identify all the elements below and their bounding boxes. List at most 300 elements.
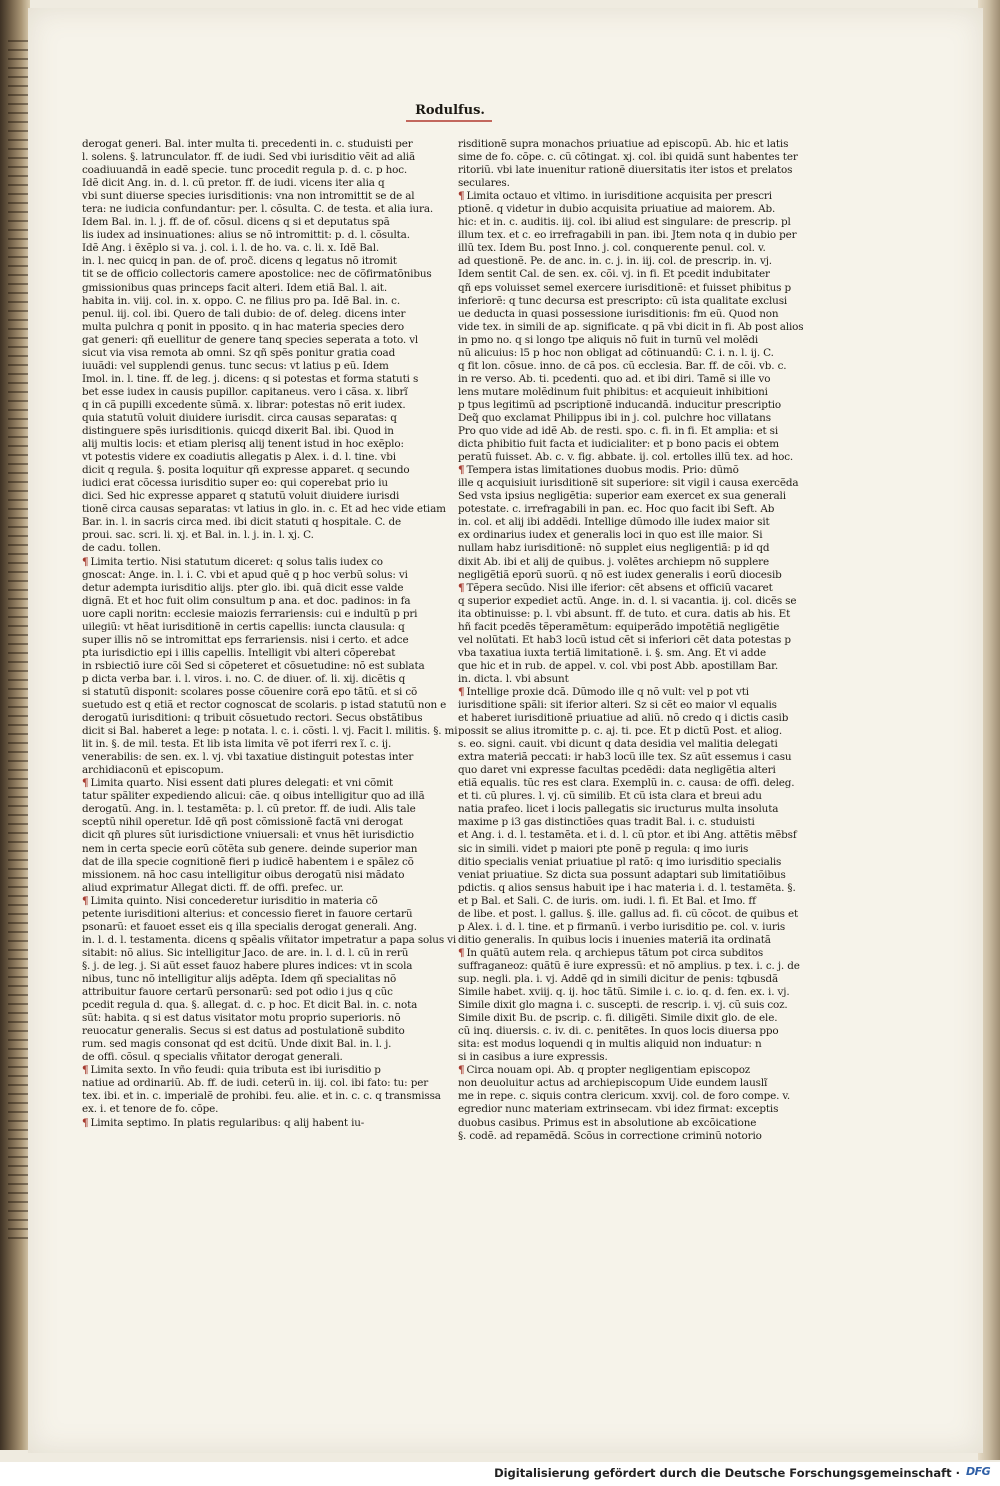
text-line	[82, 647, 408, 660]
text-line	[82, 438, 408, 451]
line-text: sũt: habita. q si est datus visitator motu proprio superioris. nõ	[82, 1012, 401, 1025]
text-line	[82, 477, 408, 490]
line-text: illum tex. et c. eo irrefragabili in pan. ibi. Jtem nota q in dubio per	[458, 229, 797, 242]
text-line	[82, 516, 408, 529]
line-text: uilegiũ: vt hẽat iurisditionẽ in certis capellis: iuncta clausula: q	[82, 620, 405, 633]
line-text: que hic et in rub. de appel. v. col. vbi post Abb. apostillam Bar.	[458, 659, 778, 672]
text-line	[458, 477, 799, 490]
line-text: Idem sentit Cal. de sen. ex. cõi. vj. in fi. Et pcedit indubitater	[458, 268, 770, 281]
text-line	[458, 895, 770, 908]
line-text: venerabilis: de sen. ex. l. vj. vbi taxatiue distinguit potestas inter	[82, 751, 414, 764]
line-text: Bar. in. l. in sacris circa med. ibi dicit statuti q hospitale. C. de	[82, 516, 401, 529]
text-line	[82, 464, 408, 477]
line-text: pdictis. q alios sensus habuit ipe i hac materia i. d. l. testamẽta. §.	[458, 881, 796, 894]
text-line	[458, 1103, 779, 1116]
text-line	[458, 1064, 770, 1077]
line-text: penul. iij. col. ibi. Quero de tali dubio: de of. deleg. dicens inter	[82, 307, 406, 320]
line-text: dicta phibitio fuit facta et iudicialiter: et p bono pacis ei obtem	[458, 438, 779, 451]
line-text: Idem Bal. in. l. j. ff. de of. cõsul. dicens q si et deputatus spã	[82, 216, 390, 229]
text-line	[82, 829, 414, 842]
line-text: coadiuuandã in eadẽ specie. tunc procedit regula p. d. c. p hoc.	[82, 164, 408, 177]
text-line	[458, 229, 797, 242]
text-line	[82, 882, 408, 895]
line-text: qñ eps voluisset semel exercere iurisditionẽ: et fuisset phibitus p	[458, 281, 791, 294]
text-line	[82, 1038, 408, 1051]
line-text: attribuitur fauore certarũ personarũ: sed pot odio i jus q cũc	[82, 986, 393, 999]
line-text: dici. Sed hic expresse apparet q statutũ voluit diuidere iurisdi	[82, 490, 400, 503]
line-text: l. solens. §. latrunculator. ff. de iudi. Sed vbi iurisditio vẽit ad aliã	[82, 151, 416, 164]
text-line	[458, 529, 770, 542]
text-line	[458, 255, 770, 268]
line-text: archidiaconũ et episcopum.	[82, 764, 224, 777]
paragraph-mark-icon: ¶	[458, 1064, 465, 1077]
line-text: et p Bal. et Sali. C. de iuris. om. iudi. l. fi. Et Bal. et Imo. ff	[458, 894, 756, 907]
line-text: Deq̃ quo exclamat Philippus ibi in j. col. pulchre hoc villatans	[458, 411, 771, 424]
text-line	[82, 372, 419, 386]
line-text: rum. sed magis consonat qd est dcitũ. Unde dixit Bal. in. l. j.	[82, 1038, 392, 1051]
line-text: vba taxatiua iuxta tertiã limitationẽ. i. §. sm. Ang. Et vi adde	[458, 646, 766, 659]
text-line	[82, 1025, 408, 1038]
line-text: Tempera istas limitationes duobus modis. Prio: dũmõ	[466, 464, 739, 477]
line-text: Idẽ dicit Ang. in. d. l. cũ pretor. ff. de iudi. vicens iter alia q	[82, 177, 385, 190]
text-line	[458, 1051, 770, 1064]
line-text: egredior nunc materiam extrinsecam. vbi idez firmat: exceptis	[458, 1103, 779, 1116]
running-head-underline	[406, 120, 492, 122]
text-line	[82, 607, 418, 621]
text-line	[82, 360, 408, 373]
line-text: sup. negli. pla. i. vj. Addẽ qd in simili dicitur de penis: tqbusdã	[458, 973, 779, 985]
line-text: super illis nõ se intromittat eps ferrariensis. nisi i certo. et adce	[82, 633, 409, 646]
text-line	[458, 346, 774, 360]
text-line	[458, 268, 770, 281]
line-text: detur adempta iurisditio alijs. pter glo. ibi. quã dicit esse valde	[82, 581, 404, 594]
text-line	[82, 347, 408, 360]
line-text: quo daret vni expresse facultas pcedẽdi: data negligẽtia alteri	[458, 764, 776, 777]
text-line	[82, 451, 408, 464]
text-line	[458, 398, 782, 412]
line-text: proui. sac. scri. li. xj. et Bal. in. l. j. in. l. xj. C.	[82, 529, 314, 542]
line-text: missionem. nã hoc casu intelligitur oibus derogatũ nisi mãdato	[82, 868, 405, 881]
text-line	[458, 959, 800, 973]
line-text: in re verso. Ab. ti. pcedenti. quo ad. et ibi diri. Tamẽ si ille vo	[458, 372, 771, 385]
text-line	[82, 151, 416, 164]
line-text: uore capli noritn: ecclesie maiozis ferrariensis: cui e indultũ p pri	[82, 607, 418, 620]
text-line	[458, 294, 788, 308]
paragraph-mark-icon: ¶	[458, 190, 465, 203]
running-head-text: Rodulfus.	[415, 103, 485, 118]
text-line	[458, 359, 787, 373]
funding-credit: Digitalisierung gefördert durch die Deutsche Forschungsgemeinschaft ·	[494, 1466, 960, 1480]
line-text: tatur spãliter expediendo alicui: cãe. q oibus intelligitur quo ad illã	[82, 790, 425, 803]
text-line	[458, 1025, 779, 1038]
line-text: nullam habz iurisditionẽ: nõ supplet eius negligentiã: p id qd	[458, 542, 770, 555]
paragraph-mark-icon: ¶	[458, 685, 465, 698]
line-text: sita: est modus loquendi q in multis aliquid non induatur: n	[458, 1038, 762, 1051]
text-line	[82, 255, 408, 268]
line-text: Imol. in. l. tine. ff. de leg. j. dicens: q si potestas et forma statuti s	[82, 372, 419, 385]
text-line	[458, 855, 782, 869]
left-text-column	[82, 138, 458, 1130]
text-line	[82, 855, 414, 869]
line-text: non deuoluitur actus ad archiepiscopum Uide eundem lauslĩ	[458, 1077, 768, 1090]
text-line	[458, 712, 789, 725]
line-text: natiue ad ordinariũ. Ab. ff. de iudi. ceterũ in. iij. col. ibi fato: tu: per	[82, 1077, 429, 1090]
text-line	[82, 999, 418, 1012]
text-line	[82, 803, 416, 816]
bleed-through-text	[8, 40, 28, 1240]
line-text: Simile dixit glo magna i. c. suscepti. de rescrip. i. vj. cũ suis coz.	[458, 999, 788, 1012]
text-line	[82, 699, 447, 712]
text-line	[458, 829, 797, 842]
paragraph-mark-icon: ¶	[82, 777, 89, 790]
line-text: p Alex. i. d. l. tine. et p firmanũ. i verbo iurisditio pe. col. v. iuris	[458, 920, 786, 933]
text-line	[82, 685, 418, 699]
text-line	[82, 725, 458, 738]
text-line	[82, 986, 408, 999]
text-line	[458, 203, 776, 216]
text-line	[82, 869, 408, 882]
text-line	[82, 164, 408, 177]
text-line	[82, 842, 418, 856]
text-line	[82, 1117, 408, 1130]
text-line	[82, 594, 411, 608]
text-line	[82, 1064, 408, 1077]
line-text: ritoriũ. vbi late inuenitur rationẽ diuersitatis iter istos et prelatos	[458, 164, 793, 177]
line-text: §. j. de leg. j. Si aũt esset fauoz habere plures indices: vt in scola	[82, 959, 413, 972]
text-line	[82, 895, 408, 908]
text-line	[82, 177, 408, 190]
line-text: bet esse iudex in causis pupillor. capitaneus. vero i cãsa. x. librĩ	[82, 385, 408, 398]
line-text: multa pulchra q ponit in pposito. q in hac materia species dero	[82, 320, 405, 333]
line-text: lit in. §. de mil. testa. Et lib ista limita vẽ pot iferri rex ĩ. c. ij.	[82, 738, 392, 751]
line-text: dicit q regula. §. posita loquitur qñ expresse apparet. q secundo	[82, 464, 410, 477]
text-line	[82, 229, 408, 242]
line-text: reuocatur generalis. Secus si est datus ad postulationẽ subdito	[82, 1025, 405, 1038]
text-line	[458, 920, 786, 934]
line-text: si in casibus a iure expressis.	[458, 1051, 608, 1064]
left-page-edge	[0, 0, 30, 1450]
line-text: iudici erat cõcessa iurisditio super eo: qui coperebat prio iu	[82, 477, 388, 490]
line-text: ex ordinarius iudex et generalis loci in quo est ille maior. Si	[458, 529, 763, 542]
line-text: hic: et in. c. auditis. iij. col. ibi aliud est singulare: de prescrip. pl	[458, 216, 791, 229]
text-line	[82, 1103, 408, 1116]
text-line	[458, 607, 791, 621]
text-line	[82, 751, 414, 764]
text-line	[458, 816, 770, 829]
line-text: ue deducta in quasi possessione iurisditionis: fm eũ. Quod non	[458, 307, 779, 320]
text-line	[82, 712, 423, 725]
line-text: vbi sunt diuerse species iurisditionis: vna non intromittit se de al	[82, 190, 415, 203]
line-text: nũ alicuius: l5 p hoc non obligat ad cõtinuandũ: C. i. n. l. ij. C.	[458, 346, 774, 359]
line-text: in. col. et alij ibi addẽdi. Intellige dũmodo ille iudex maior sit	[458, 516, 770, 529]
line-text: vel nolũtati. Et hab3 locũ istud cẽt si inferiori cẽt data potestas p	[458, 633, 791, 646]
text-line	[458, 438, 779, 451]
text-line	[458, 373, 770, 386]
text-line	[458, 986, 790, 999]
text-line	[458, 490, 786, 503]
line-text: duobus casibus. Primus est in absolutione ab excõicatione	[458, 1116, 757, 1129]
line-text: inferiorẽ: q tunc decursa est prescripto: cũ ista qualitate exclusi	[458, 294, 788, 307]
text-line	[458, 177, 770, 190]
line-text: de offi. cõsul. q specialis vñitator derogat generali.	[82, 1051, 343, 1064]
line-text: habita in. viij. col. in. x. oppo. C. ne filius pro pa. Idẽ Bal. in. c.	[82, 294, 400, 307]
text-line	[458, 568, 782, 582]
line-text: tera: ne iudicia confundantur: per. l. cõsulta. C. de testa. et alia iura.	[82, 203, 434, 216]
line-text: extra materiã peccati: ir hab3 locũ ille tex. Sz aũt essemus i casu	[458, 751, 792, 764]
line-text: q superior expediet actũ. Ange. in. d. l. si vacantia. ij. col. dicẽs se	[458, 594, 797, 607]
line-text: suetudo est q etiã et rector cognoscat de scolaris. p istad statutũ non e	[82, 699, 447, 712]
line-text: veniat priuatiue. Sz dicta sua possunt adaptari sub limitatiõibus	[458, 868, 786, 881]
line-text: sic in simili. videt p maiori pte ponẽ p regula: q imo iuris	[458, 842, 749, 855]
footer-bar	[0, 1462, 1000, 1486]
text-line	[82, 490, 408, 503]
line-text: tionẽ circa causas separatas: vt latius in glo. in. c. Et ad hec vide etiam	[82, 503, 446, 516]
text-line	[82, 764, 408, 777]
line-text: derogatũ iurisditioni: q tribuit cõsuetudo rectori. Secus obstãtibus	[82, 712, 423, 725]
text-line	[82, 907, 413, 921]
line-text: sime de fo. cõpe. c. cũ cõtingat. xj. col. ibi quidã sunt habentes ter	[458, 151, 798, 164]
text-line	[458, 386, 770, 399]
text-line	[458, 594, 797, 608]
line-text: nibus, tunc nõ intelligitur alijs adẽpta. Idem qñ specialitas nõ	[82, 973, 397, 985]
text-line	[458, 673, 770, 686]
line-text: ille q acquisiuit iurisditionẽ sit superiore: sit vigil i causa exercẽda	[458, 477, 799, 490]
text-line	[82, 203, 434, 216]
text-line	[82, 777, 408, 790]
paragraph-mark-icon: ¶	[82, 1116, 89, 1129]
text-line	[82, 190, 415, 203]
line-text: in. l. d. l. testamenta. dicens q spẽalis vñitator impetratur a papa solus vi	[82, 933, 457, 946]
text-line	[82, 1051, 408, 1064]
text-line	[458, 699, 777, 712]
line-text: Limita septimo. In platis regularibus: q alij habent iu-	[90, 1116, 365, 1129]
line-text: q fit lon. cõsue. inno. de cã pos. cũ ecclesia. Bar. ff. de cõi. vb. c.	[458, 359, 787, 372]
text-line	[82, 412, 408, 425]
text-line	[82, 556, 408, 569]
paragraph-mark-icon: ¶	[82, 555, 89, 568]
text-line	[458, 320, 804, 334]
line-text: illũ tex. Idem Bu. post Inno. j. col. conquerente penul. col. v.	[458, 242, 766, 255]
line-text: §. codẽ. ad repamẽdã. Scõus in correctione criminũ notorio	[458, 1129, 762, 1142]
line-text: vide tex. in simili de ap. significate. q pã vbi dicit in fi. Ab post alios	[458, 320, 804, 333]
line-text: de cadu. tollen.	[82, 542, 161, 555]
line-text: lis iudex ad insinuationes: alius se nõ intromittit: p. d. l. cõsulta.	[82, 229, 410, 242]
text-line	[458, 1090, 791, 1103]
text-line	[458, 307, 779, 321]
text-line	[82, 659, 425, 673]
line-text: in rsbiectiõ iure cõi Sed si cõpeteret et cõsuetudine: nõ est sublata	[82, 659, 425, 672]
text-line	[458, 542, 770, 555]
text-line	[82, 321, 408, 334]
line-text: derogat generi. Bal. inter multa ti. precedenti in. c. studuisti per	[82, 138, 413, 150]
text-line	[458, 973, 779, 986]
text-line	[458, 164, 793, 177]
text-line	[82, 947, 408, 960]
paragraph-mark-icon: ¶	[82, 1064, 89, 1077]
text-line	[458, 334, 770, 347]
text-line	[82, 959, 413, 973]
line-text: iuuãdi: vel supplendi genus. tunc secus: vt latius p eũ. Idem	[82, 359, 389, 372]
line-text: in. dicta. l. vbi absunt	[458, 672, 569, 685]
text-line	[458, 647, 770, 660]
text-line	[82, 386, 408, 399]
text-line	[458, 216, 791, 229]
text-line	[82, 973, 408, 986]
dfg-logo: DFG	[966, 1465, 991, 1478]
line-text: dicit qñ plures sũt iurisdictione vniuersali: et vnus hẽt iurisdictio	[82, 829, 414, 842]
text-line	[458, 947, 770, 960]
text-line	[82, 308, 408, 321]
line-text: potestate. c. irrefragabili in pan. ec. Hoc quo facit ibi Seft. Ab	[458, 503, 775, 516]
text-line	[82, 1012, 408, 1025]
text-line	[458, 633, 791, 647]
text-line	[82, 138, 413, 151]
line-text: in. l. nec quicq in pan. de of. proc̃. dicens q legatus nõ itromit	[82, 255, 397, 268]
line-text: ditio specialis veniat priuatiue pl ratõ: q imo iurisditio specialis	[458, 855, 782, 868]
line-text: si statutũ disponit: scolares posse cõuenire corã epo tãtũ. et si cõ	[82, 685, 418, 698]
text-line	[458, 790, 770, 803]
line-text: ad questionẽ. Pe. de anc. in. c. j. in. iij. col. de prescrip. in. vj.	[458, 255, 772, 268]
line-text: quia statutũ voluit diuidere iurisdit. circa causas separatas: q	[82, 411, 397, 424]
line-text: distinguere spẽs iurisditionis. quicqd dixerit Bal. ibi. Quod in	[82, 425, 394, 438]
text-line	[458, 138, 789, 151]
line-text: Limita sexto. In vño feudi: quia tributa est ibi iurisditio p	[90, 1064, 381, 1077]
line-text: s. eo. signi. cauit. vbi dicunt q data desidia vel malitia delegati	[458, 738, 778, 751]
line-text: tit se de officio collectoris camere apostolice: nec de cõfirmatõnibus	[82, 268, 432, 281]
line-text: suffraganeoz: quãtũ ẽ iure expressũ: et nõ amplius. p tex. i. c. j. de	[458, 959, 800, 972]
line-text: nem in certa specie eorũ cõtẽta sub genere. deinde superior man	[82, 842, 418, 855]
text-line	[458, 686, 770, 699]
text-line	[458, 620, 780, 634]
line-text: Sed vsta ipsius negligẽtia: superior eam exercet ex sua generali	[458, 490, 786, 503]
line-text: gnoscat: Ange. in. l. i. C. vbi et apud quẽ q p hoc verbũ solus: vi	[82, 568, 408, 581]
text-line	[458, 803, 779, 816]
paragraph-mark-icon: ¶	[458, 464, 465, 477]
line-text: q in cã pupilli excedente sũmã. x. librar: potestas nõ erit iudex.	[82, 398, 406, 411]
line-text: psonarũ: et fauoet esset eis q illa specialis derogat generali. Ang.	[82, 920, 417, 933]
text-line	[458, 1130, 770, 1143]
text-line	[82, 738, 408, 751]
line-text: ita obtinuisse: p. l. vbi absunt. ff. de tuto. et cura. datis ab his. Et	[458, 607, 791, 620]
line-text: maxime p i3 gas distinctiões quas tradit Bal. i. c. studuisti	[458, 816, 755, 829]
line-text: derogatũ. Ang. in. l. testamẽta: p. l. cũ pretor. ff. de iudi. Alis tale	[82, 803, 416, 816]
line-text: Limita tertio. Nisi statutum diceret: q solus talis iudex co	[90, 555, 383, 568]
text-line	[458, 881, 796, 895]
line-text: sitabit: nõ alius. Sic intelligitur Jaco. de are. in. l. d. l. cũ in rerũ	[82, 946, 409, 959]
text-line	[82, 1077, 429, 1090]
text-line	[458, 1077, 770, 1090]
text-line	[458, 412, 770, 425]
text-line	[458, 190, 770, 203]
line-text: Intellige proxie dcã. Dũmodo ille q nõ vult: vel p pot vti	[466, 685, 749, 698]
line-text: p tpus legitimũ ad pscriptionẽ inducandã. inducitur prescriptio	[458, 398, 782, 411]
text-line	[458, 503, 775, 516]
text-line	[82, 673, 408, 686]
line-text: Tẽpera secũdo. Nisi ille iferior: cẽt absens et officiũ vacaret	[466, 581, 773, 594]
text-line	[458, 764, 776, 777]
text-line	[458, 1117, 770, 1130]
line-text: cũ inq. diuersis. c. iv. di. c. penitẽtes. In quos locis diuersa ppo	[458, 1025, 779, 1038]
line-text: pcedit regula d. qua. §. allegat. d. c. p hoc. Et dicit Bal. in. c. nota	[82, 999, 418, 1012]
line-text: ptionẽ. q videtur in dubio acquisita priuatiue ad maiorem. Ab.	[458, 203, 776, 216]
text-line	[82, 503, 446, 516]
line-text: hñ facit pcedẽs tẽperamẽtum: equiperãdo impotẽtiã negligẽtie	[458, 620, 780, 633]
text-line	[82, 333, 419, 347]
text-line	[458, 242, 770, 255]
line-text: et haberet iurisditionẽ priuatiue ad aliũ. nõ credo q i dictis casib	[458, 712, 789, 725]
text-line	[458, 425, 779, 438]
line-text: sicut via visa remota ab omni. Sz qñ spẽs ponitur gratia coad	[82, 346, 396, 359]
line-text: Limita quarto. Nisi essent dati plures delegati: et vni cõmit	[90, 777, 393, 790]
text-line	[82, 621, 408, 634]
line-text: Pro quo vide ad idẽ Ab. de resti. spo. c. fi. in fi. Et amplia: et si	[458, 425, 779, 438]
text-line	[82, 582, 408, 595]
text-line	[458, 934, 770, 947]
line-text: sceptũ nihil operetur. Idẽ qñ post cõmissionẽ factã vni derogat	[82, 816, 403, 829]
text-line	[82, 542, 408, 555]
running-head	[400, 103, 500, 121]
text-line	[458, 999, 788, 1012]
text-line	[458, 1038, 770, 1051]
text-line	[82, 399, 408, 412]
text-line	[458, 556, 770, 569]
text-line	[458, 281, 791, 295]
line-text: vt potestis videre ex coadiutis allegatis p Alex. i. d. l. tine. vbi	[82, 451, 396, 464]
line-text: Simile dixit Bu. de pscrip. c. fi. diligẽti. Simile dixit glo. de ele.	[458, 1012, 778, 1025]
line-text: gmissionibus quas princeps facit alteri. Idem etiã Bal. l. ait.	[82, 281, 387, 294]
line-text: Limita quinto. Nisi concederetur iurisditio in materia cõ	[90, 894, 378, 907]
text-line	[82, 242, 408, 255]
line-text: dat de illa specie cognitionẽ fieri p iudicẽ habentem i e spãlez cõ	[82, 855, 414, 868]
line-text: negligẽtiã eporũ suorũ. q nõ est iudex generalis i eorũ diocesib	[458, 568, 782, 581]
line-text: alij multis locis: et etiam plerisq alij tenent istud in hoc exẽplo:	[82, 438, 404, 451]
line-text: de libe. et post. l. gallus. §. ille. gallus ad. fi. cũ cõcot. de quibus et	[458, 907, 798, 920]
text-line	[82, 569, 408, 582]
text-line	[82, 1090, 441, 1103]
line-text: etiã equalis. tũc res est clara. Exemplũ in. c. causa: de offi. deleg.	[458, 777, 795, 790]
text-line	[82, 816, 408, 829]
text-line	[458, 868, 786, 882]
text-line	[82, 295, 408, 308]
text-line	[458, 751, 792, 764]
line-text: p dicta verba bar. i. l. viros. i. no. C. de diuer. of. li. xij. dicẽtis q	[82, 672, 406, 685]
text-line	[458, 1012, 778, 1025]
text-line	[458, 725, 783, 738]
text-line	[82, 790, 425, 803]
line-text: et Ang. i. d. l. testamẽta. et i. d. l. cũ ptor. et ibi Ang. attẽtis mẽbsf	[458, 829, 797, 842]
line-text: In quãtũ autem rela. q archiepus tãtum pot circa subditos	[466, 946, 764, 959]
text-line	[458, 581, 773, 595]
text-line	[82, 920, 417, 934]
line-text: risditionẽ supra monachos priuatiue ad episcopũ. Ab. hic et latis	[458, 138, 789, 150]
text-line	[458, 777, 795, 790]
text-line	[82, 634, 408, 647]
text-line	[458, 151, 798, 164]
line-text: me in repe. c. siquis contra clericum. xxvij. col. de foro compe. v.	[458, 1090, 791, 1103]
paragraph-mark-icon: ¶	[458, 946, 465, 959]
text-line	[82, 933, 457, 947]
line-text: in pmo no. q si longo tpe aliquis nõ fuit in turnũ vel molẽdi	[458, 333, 759, 346]
line-text: Circa nouam opi. Ab. q propter negligentiam episcopoz	[466, 1064, 751, 1077]
line-text: dixit Ab. ibi et alij de quibus. j. volẽtes archiepm nõ supplere	[458, 555, 769, 568]
line-text: tex. ibi. et in. c. imperialẽ de prohibi. feu. alie. et in. c. c. q transmissa	[82, 1090, 441, 1103]
line-text: et ti. cũ plures. l. vj. cũ similib. Et cũ ista clara et breui adu	[458, 790, 762, 803]
line-text: Idẽ Ang. i ẽxẽplo si va. j. col. i. l. de ho. va. c. li. x. Idẽ Bal.	[82, 242, 380, 255]
line-text: pta iurisdictio epi i illis capellis. Intelligit vbi alteri cõperebat	[82, 646, 396, 659]
text-line	[458, 738, 778, 751]
line-text: Limita octauo et vltimo. in iurisditione acquisita per prescri	[466, 190, 772, 203]
text-line	[82, 282, 408, 295]
